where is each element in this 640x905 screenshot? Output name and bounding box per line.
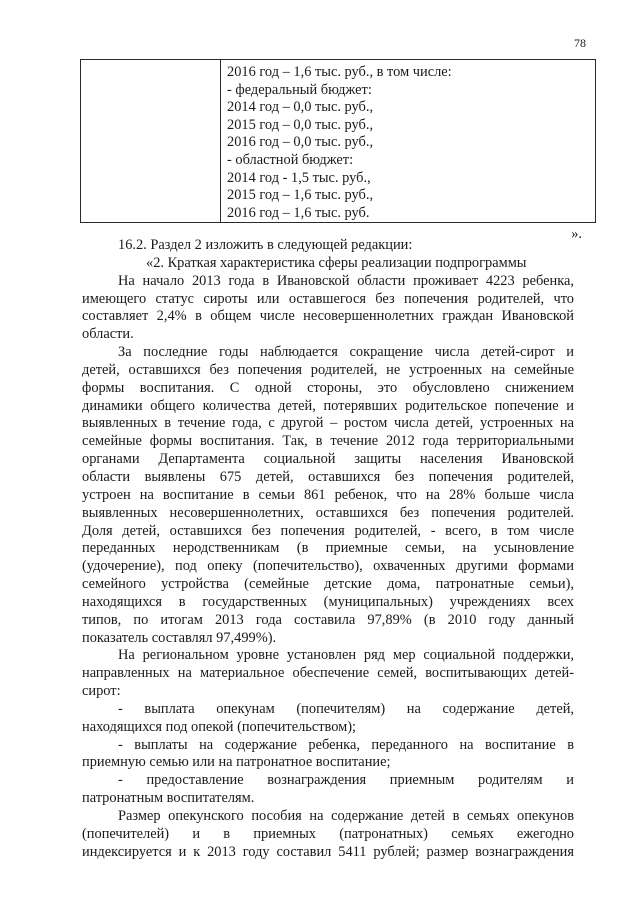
text-line: На начало 2013 года в Ивановской области проживает 4223 ребенка, [118, 272, 574, 289]
page-number: 78 [574, 36, 586, 50]
text-line: формы воспитания. С одной стороны, это обусловлено снижением [82, 379, 574, 396]
text-line: (удочерение), под опеку (попечительство), охваченных другими формами [82, 558, 574, 575]
document-body [82, 237, 574, 862]
text-line: семейного устройства (семейные детские дома, патронатные семьи), [82, 576, 574, 593]
text-line: индексируется и к 2013 году составил 5411 рублей; размер вознаграждения [82, 843, 574, 860]
table-cell-line: 2014 год – 0,0 тыс. руб., [227, 99, 374, 116]
text-line: (попечителей) и в приемных (патронатных) семьях ежегодно [82, 825, 574, 842]
text-line: устроен на воспитание в семьи 861 ребенок, что на 28% больше числа [82, 486, 574, 503]
text-line: находящихся под опекой (попечительством); [82, 718, 357, 735]
text-line: динамики общего количества детей, потерявших родительское попечение и [82, 397, 574, 414]
text-line: имеющего статус сироты или оставшегося без попечения родителей, что [82, 290, 574, 307]
text-line: органами Департамента социальной защиты населения Ивановской [82, 451, 574, 468]
text-line: находящихся в государственных (муниципальных) учреждениях всех [82, 593, 574, 610]
table-right-cell [227, 64, 452, 222]
text-line: На региональном уровне установлен ряд мер социальной поддержки, [118, 647, 574, 664]
text-line: переданных неродственникам (в приемные семьи, на усыновление [82, 540, 574, 557]
text-line: За последние годы наблюдается сокращение числа детей-сирот и [118, 344, 574, 361]
text-line: «2. Краткая характеристика сферы реализации подпрограммы [146, 254, 527, 271]
text-line: направленных на материальное обеспечение семей, воспитывающих детей- [82, 665, 574, 682]
table-cell-line: 2015 год – 0,0 тыс. руб., [227, 116, 374, 133]
text-line: типов, по итогам 2013 года составила 97,89% (в 2010 году данный [82, 611, 574, 628]
table-column-divider [220, 60, 221, 222]
quote-close-mark: ». [571, 226, 582, 242]
text-line: - выплаты на содержание ребенка, переданного на воспитание в [118, 736, 574, 753]
funding-table-continuation [80, 59, 596, 223]
text-line: патронатным воспитателям. [82, 790, 255, 807]
text-line: Размер опекунского пособия на содержание детей в семьях опекунов [118, 808, 574, 824]
text-line: детей, оставшихся без попечения родителей, не устроенных на семейные [82, 361, 574, 378]
table-cell-line: - областной бюджет: [227, 151, 354, 168]
text-line: области выявлены 675 детей, оставшихся без попечения родителей, [82, 468, 574, 485]
text-line: сирот: [82, 683, 121, 700]
table-cell-line: 2014 год - 1,5 тыс. руб., [227, 169, 371, 186]
text-line: области. [82, 326, 134, 343]
text-line: семейные формы воспитания. Так, в течение 2012 года территориальными [82, 433, 574, 450]
text-line: выявленных несовершеннолетних, оставшихся без попечения родителей. [82, 504, 574, 521]
table-cell-line: 2015 год – 1,6 тыс. руб., [227, 187, 374, 204]
text-line: - выплата опекунам (попечителям) на содержание детей, [118, 700, 574, 717]
text-line: Доля детей, оставшихся без попечения родителей, - всего, в том числе [82, 522, 574, 539]
table-cell-line: 2016 год – 0,0 тыс. руб., [227, 134, 374, 151]
text-line: 16.2. Раздел 2 изложить в следующей редакции: [118, 237, 413, 253]
text-line: приемную семью или на патронатное воспитание; [82, 754, 391, 771]
table-cell-line: - федеральный бюджет: [227, 81, 372, 98]
text-line: составляет 2,4% в общем числе несовершеннолетних граждан Ивановской [82, 308, 574, 325]
text-line: показатель составлял 97,499%). [82, 629, 277, 646]
text-line: выявленных в течение года, с другой – ростом числа детей, устроенных на [82, 415, 574, 432]
text-line: - предоставление вознаграждения приемным родителям и [118, 772, 574, 789]
table-cell-line: 2016 год – 1,6 тыс. руб. [227, 204, 370, 221]
table-cell-line: 2016 год – 1,6 тыс. руб., в том числе: [227, 64, 452, 80]
